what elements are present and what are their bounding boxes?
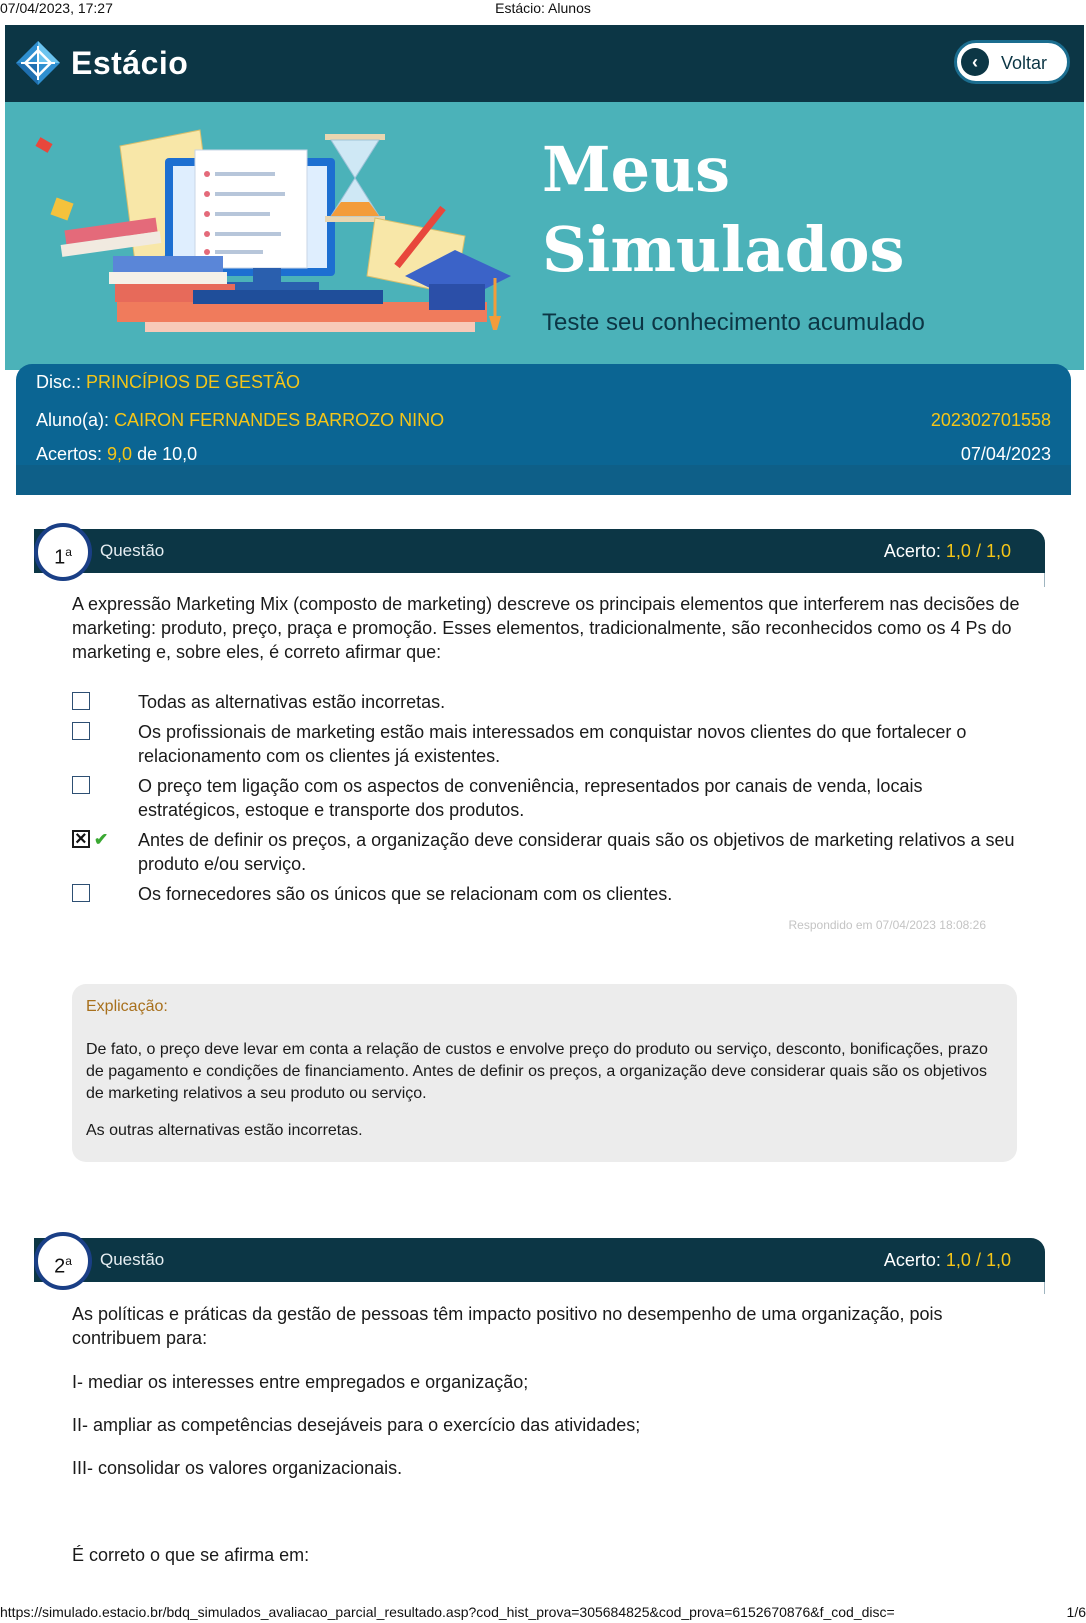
print-footer <box>0 1604 1086 1622</box>
question-2-item-2: II- ampliar as competências desejáveis para o exercício das atividades; <box>72 1415 641 1435</box>
explanation-note: As outras alternativas estão incorretas. <box>86 1122 363 1139</box>
discipline-row: Disc.: PRINCÍPIOS DE GESTÃO <box>36 372 301 392</box>
question-divider <box>1044 1282 1045 1294</box>
exam-date: 07/04/2023 <box>960 444 1051 464</box>
student-row: Aluno(a): CAIRON FERNANDES BARROZO NINO <box>36 410 445 430</box>
option-checkbox[interactable] <box>72 692 90 710</box>
question-2-item-3: III- consolidar os valores organizacionais. <box>72 1458 403 1478</box>
question-2-item-1: I- mediar os interesses entre empregados e organização; <box>72 1372 529 1392</box>
option-checkbox[interactable] <box>72 776 90 794</box>
question-2-number-badge: 2$^a$ <box>34 1232 92 1290</box>
back-button-label: Voltar <box>1001 53 1048 73</box>
explanation-box <box>72 984 1017 1162</box>
score-row: Acertos: 9,0 de 10,0 <box>36 444 198 464</box>
answered-timestamp: Respondido em 07/04/2023 18:08:26 <box>788 918 986 932</box>
print-header <box>0 0 1086 18</box>
question-label: Questão <box>100 541 165 560</box>
option-checkbox-selected[interactable] <box>72 830 90 848</box>
question-2-prompt: É correto o que se afirma em: <box>72 1545 310 1565</box>
back-button[interactable] <box>954 40 1070 84</box>
banner-subtitle: Teste seu conhecimento acumulado <box>542 309 925 336</box>
print-title: Estácio: Alunos <box>495 0 591 16</box>
exam-info-panel <box>16 364 1071 495</box>
score-value: 9,0 <box>107 444 133 464</box>
study-illustration <box>25 106 515 366</box>
question-1-stem: A expressão Marketing Mix (composto de marketing) descreve os principais elementos que interferem nas decisões de marketing: produto, preço, praça e promoção. Esses elementos, tradicionalmente, são reconhecidos como os 4 Ps do marketing e, sobre eles, é correto afirmar que: <box>72 594 1020 662</box>
question-1-score: Acerto: 1,0 / 1,0 <box>883 541 1011 561</box>
page-url: https://simulado.estacio.br/bdq_simulados_avaliacao_parcial_resultado.asp?cod_hist_prova=305684825&cod_prova=6152670876&f_cod_disc= <box>0 1604 895 1620</box>
explanation-title: Explicação: <box>86 998 168 1015</box>
student-id: 202302701558 <box>930 410 1051 430</box>
correct-check-icon: ✔ <box>94 830 109 849</box>
page-number: 1/6 <box>1066 1604 1086 1620</box>
top-bar <box>5 25 1084 102</box>
question-label: Questão <box>100 1250 165 1269</box>
explanation-text: De fato, o preço deve levar em conta a relação de custos e envolve preço do produto ou serviço, desconto, bonificações, prazo de pagamento e condições de financiamento. Antes de definir os preços, a organização deve considerar quais são os objetivos de marketing relativos a seu produto ou serviço. <box>86 1041 988 1102</box>
question-2-stem: As políticas e práticas da gestão de pessoas têm impacto positivo no desempenho de uma organização, pois contribuem para: <box>72 1304 943 1348</box>
brand-name: Estácio <box>71 45 189 81</box>
hero-banner <box>5 102 1084 370</box>
print-datetime: 07/04/2023, 17:27 <box>0 0 113 16</box>
chevron-left-icon: ‹ <box>961 48 989 76</box>
question-2-header <box>34 1238 1045 1282</box>
student-name: CAIRON FERNANDES BARROZO NINO <box>114 410 445 430</box>
info-score-strip <box>16 465 1071 495</box>
option-checkbox[interactable] <box>72 722 90 740</box>
question-1-header <box>34 529 1045 573</box>
question-divider <box>1044 573 1045 587</box>
banner-title: Meus Simulados <box>542 133 905 286</box>
option-checkbox[interactable] <box>72 884 90 902</box>
discipline-value: PRINCÍPIOS DE GESTÃO <box>86 372 301 392</box>
estacio-logo-icon <box>15 40 61 86</box>
question-2-score: Acerto: 1,0 / 1,0 <box>883 1250 1011 1270</box>
question-1-number-badge: 1$^a$ <box>34 523 92 581</box>
score-total: de 10,0 <box>137 444 198 464</box>
